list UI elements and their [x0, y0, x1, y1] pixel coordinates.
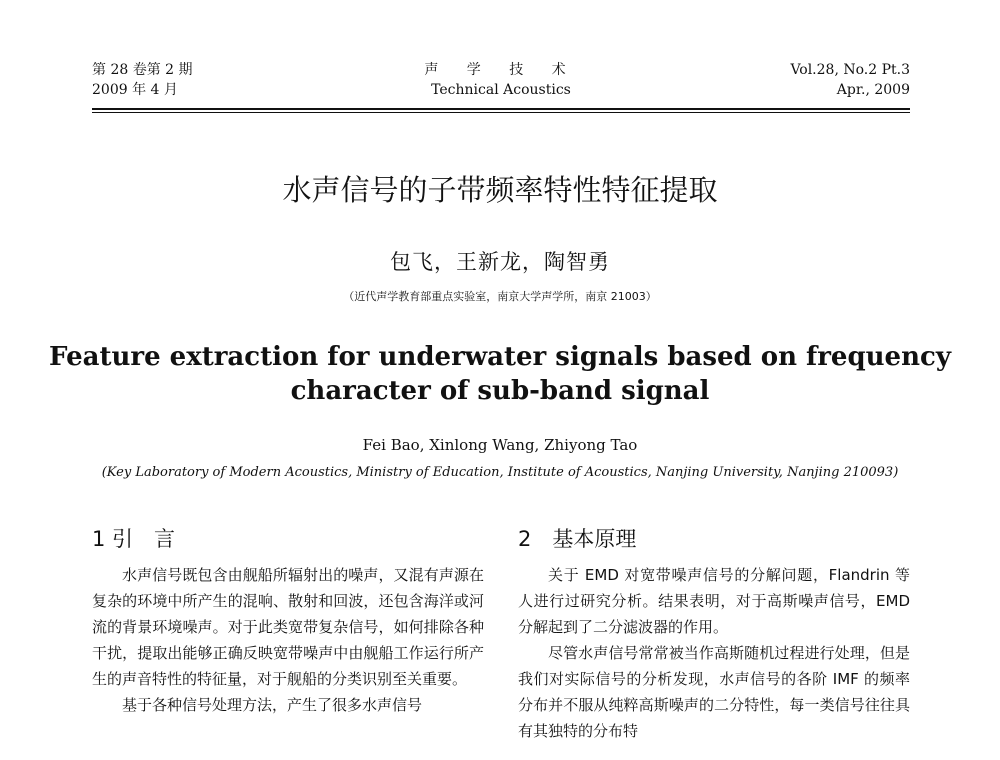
journal-name — [92, 60, 910, 100]
journal-name-en: Technical Acoustics — [431, 82, 571, 98]
header-rule-thick — [92, 108, 910, 110]
section-principles — [518, 522, 910, 744]
issue-date: 2009 年 4 月 — [92, 82, 178, 98]
paper-title-en-line1: Feature extraction for underwater signals based on frequency — [49, 342, 951, 372]
affiliation-en: (Key Laboratory of Modern Acoustics, Ministry of Education, Institute of Acoustics, Nanjing University, Nanjing 210093) — [101, 465, 899, 480]
paragraph: 关于 EMD 对宽带噪声信号的分解问题，Flandrin 等人进行过研究分析。结果表明，对于高斯噪声信号，EMD 分解起到了二分滤波器的作用。 — [518, 566, 910, 636]
section-heading: 1 引 言 — [92, 527, 176, 551]
authors-en: Fei Bao, Xinlong Wang, Zhiyong Tao — [362, 436, 638, 454]
paragraph: 尽管水声信号常常被当作高斯随机过程进行处理，但是我们对实际信号的分析发现，水声信号的各阶 IMF 的频率分布并不服从纯粹高斯噪声的二分特性，每一类信号往往具有其独特的分布特 — [518, 644, 910, 740]
affiliation-cn: （近代声学教育部重点实验室，南京大学声学所，南京 21003） — [343, 290, 657, 303]
paper-title-en — [0, 340, 1000, 408]
volume-number: Vol.28, No.2 Pt.3 — [790, 62, 910, 78]
volume-date: Apr., 2009 — [836, 82, 910, 98]
journal-header — [92, 60, 910, 108]
paper-title-en-line2: character of sub-band signal — [290, 376, 710, 406]
header-rule-thin — [92, 112, 910, 113]
section-heading: 2 基本原理 — [518, 527, 637, 551]
paragraph: 基于各种信号处理方法，产生了很多水声信号 — [122, 696, 423, 714]
authors-cn: 包飞，王新龙，陶智勇 — [390, 250, 610, 274]
section-introduction — [92, 522, 484, 718]
paper-title-cn: 水声信号的子带频率特性特征提取 — [282, 173, 718, 207]
issue-number: 第 28 卷第 2 期 — [92, 62, 193, 78]
journal-name-cn: 声 学 技 术 — [424, 62, 578, 78]
volume-info — [790, 60, 910, 100]
paragraph: 水声信号既包含由舰船所辐射出的噪声，又混有声源在复杂的环境中所产生的混响、散射和回波，还包含海洋或河流的背景环境噪声。对于此类宽带复杂信号，如何排除各种干扰，提取出能够正确反映宽带噪声中由舰船工作运行所产生的声音特性的特征量，对于舰船的分类识别至关重要。 — [92, 566, 484, 688]
